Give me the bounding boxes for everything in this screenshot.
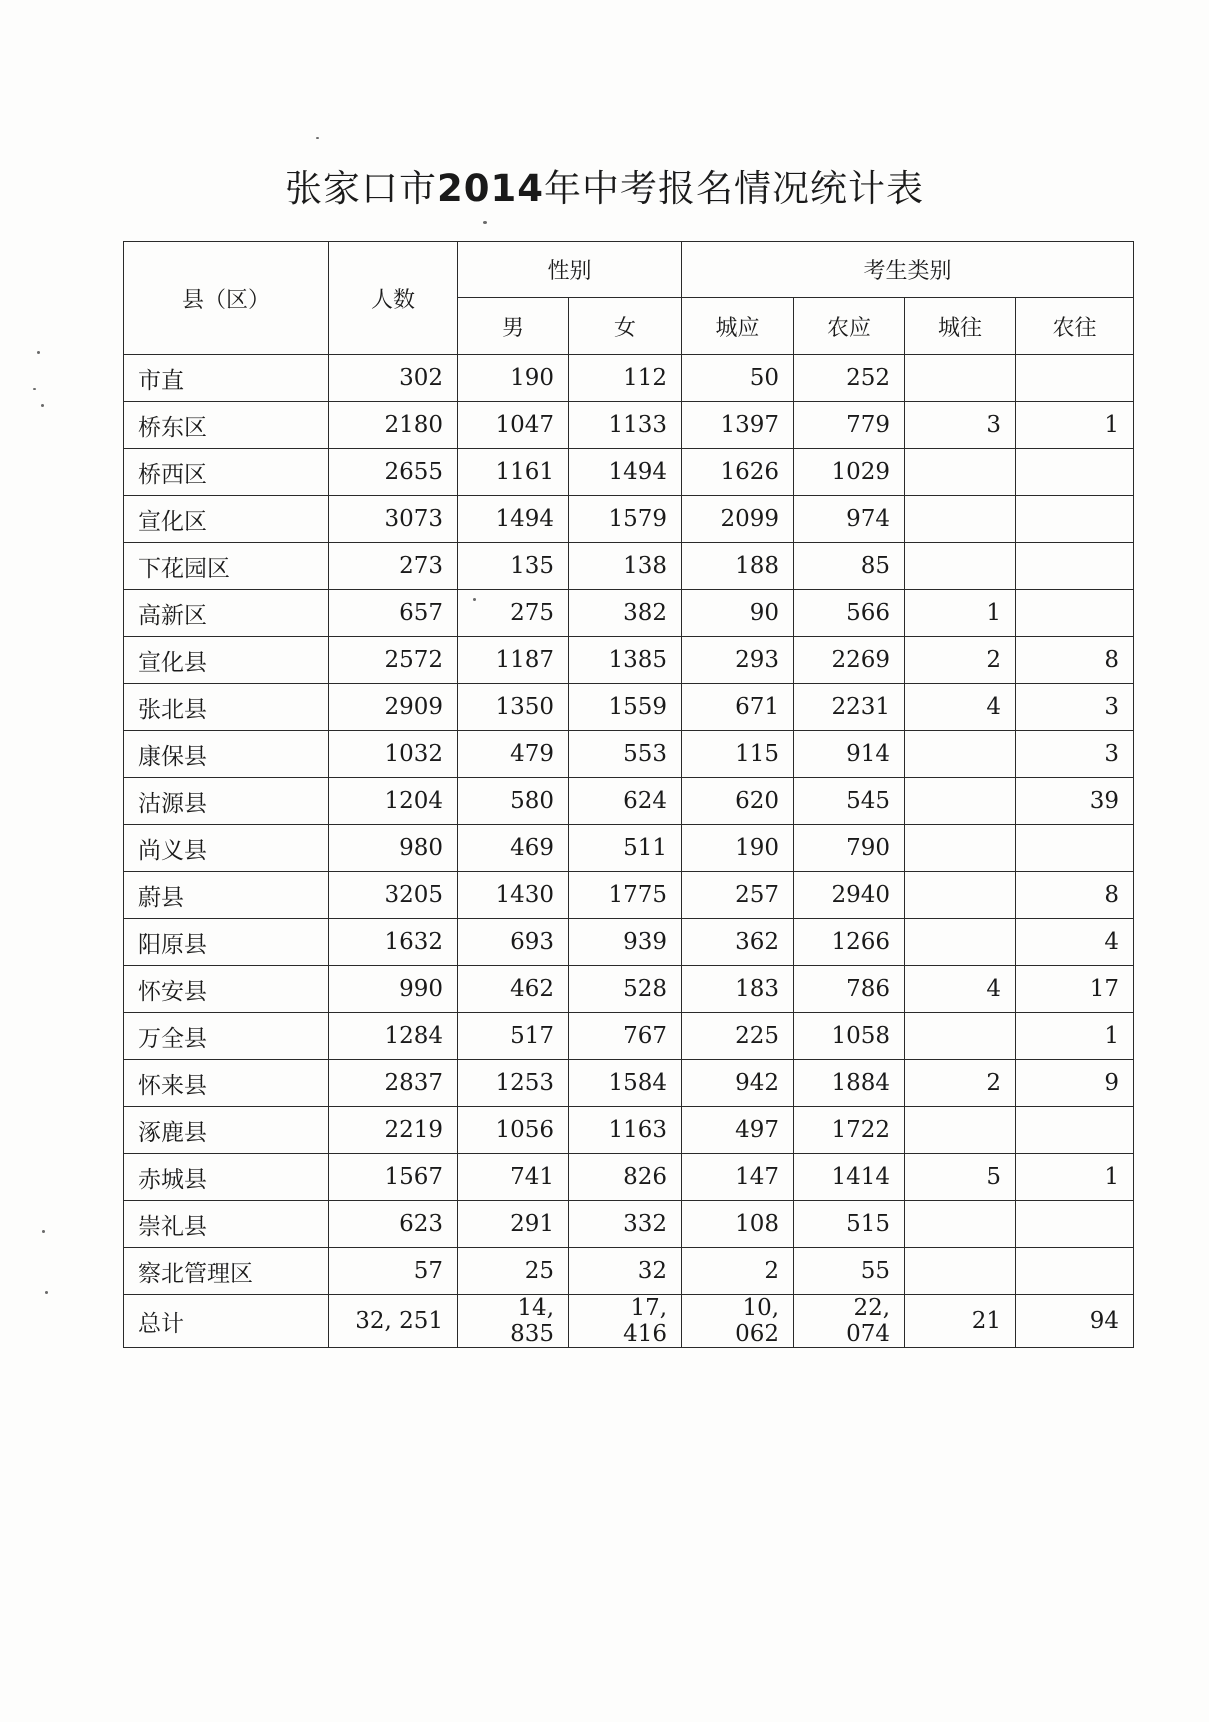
- cell-male: 1253: [458, 1060, 569, 1107]
- cell-male: 469: [458, 825, 569, 872]
- cell-cheng-ying: 183: [682, 966, 794, 1013]
- cell-nong-wang: 3: [1016, 731, 1134, 778]
- cell-female: 32: [569, 1248, 682, 1295]
- table-row: [124, 1154, 1134, 1201]
- cell-cheng-wang: [905, 1248, 1016, 1295]
- cell-region: 张北县: [124, 684, 329, 731]
- cell-nong-ying: 1884: [794, 1060, 905, 1107]
- cell-female: 382: [569, 590, 682, 637]
- header-gender: 性别: [458, 242, 682, 298]
- cell-male: 1494: [458, 496, 569, 543]
- cell-cheng-wang: [905, 1013, 1016, 1060]
- cell-count: 1567: [329, 1154, 458, 1201]
- scan-speck: [473, 598, 476, 601]
- header-nong-ying: 农应: [794, 298, 905, 355]
- cell-cheng-ying: 188: [682, 543, 794, 590]
- header-cheng-ying: 城应: [682, 298, 794, 355]
- cell-nong-wang: [1016, 355, 1134, 402]
- cell-cheng-wang: [905, 496, 1016, 543]
- header-nong-wang: 农往: [1016, 298, 1134, 355]
- cell-cheng-ying: 257: [682, 872, 794, 919]
- cell-region: 下花园区: [124, 543, 329, 590]
- cell-nong-ying: 1414: [794, 1154, 905, 1201]
- cell-cheng-ying: 190: [682, 825, 794, 872]
- cell-count: 3205: [329, 872, 458, 919]
- cell-region: 怀来县: [124, 1060, 329, 1107]
- cell-cheng-ying: 1397: [682, 402, 794, 449]
- cell-female: 1775: [569, 872, 682, 919]
- cell-region: 康保县: [124, 731, 329, 778]
- table-row: [124, 825, 1134, 872]
- cell-count: 657: [329, 590, 458, 637]
- cell-male: 1047: [458, 402, 569, 449]
- cell-cheng-wang: 21: [905, 1295, 1016, 1348]
- table-row: [124, 590, 1134, 637]
- cell-nong-ying: 515: [794, 1201, 905, 1248]
- table-row: [124, 1013, 1134, 1060]
- cell-count: 3073: [329, 496, 458, 543]
- cell-cheng-ying: 497: [682, 1107, 794, 1154]
- scan-speck: [41, 404, 44, 407]
- cell-female: 511: [569, 825, 682, 872]
- cell-female: 528: [569, 966, 682, 1013]
- cell-nong-ying: 1058: [794, 1013, 905, 1060]
- cell-cheng-wang: [905, 355, 1016, 402]
- table-row: [124, 1201, 1134, 1248]
- cell-count: 273: [329, 543, 458, 590]
- table-row: [124, 684, 1134, 731]
- cell-cheng-ying: 147: [682, 1154, 794, 1201]
- cell-female: 332: [569, 1201, 682, 1248]
- cell-count: 2180: [329, 402, 458, 449]
- cell-nong-wang: [1016, 543, 1134, 590]
- cell-female: 1133: [569, 402, 682, 449]
- cell-nong-ying: 1029: [794, 449, 905, 496]
- cell-count: 57: [329, 1248, 458, 1295]
- cell-nong-wang: 9: [1016, 1060, 1134, 1107]
- header-female: 女: [569, 298, 682, 355]
- cell-cheng-wang: 2: [905, 1060, 1016, 1107]
- cell-cheng-wang: [905, 825, 1016, 872]
- cell-cheng-wang: [905, 872, 1016, 919]
- cell-female: 939: [569, 919, 682, 966]
- cell-count: 990: [329, 966, 458, 1013]
- cell-count: 302: [329, 355, 458, 402]
- cell-cheng-ying: 225: [682, 1013, 794, 1060]
- cell-cheng-ying: 671: [682, 684, 794, 731]
- cell-region: 阳原县: [124, 919, 329, 966]
- cell-cheng-wang: 4: [905, 684, 1016, 731]
- cell-cheng-ying: 1626: [682, 449, 794, 496]
- cell-count: 1032: [329, 731, 458, 778]
- cell-count: 623: [329, 1201, 458, 1248]
- cell-cheng-ying: 362: [682, 919, 794, 966]
- cell-female: 1385: [569, 637, 682, 684]
- title-suffix: 年中考报名情况统计表: [543, 167, 924, 210]
- scan-speck: [33, 388, 36, 390]
- cell-nong-ying: 55: [794, 1248, 905, 1295]
- cell-nong-ying: 786: [794, 966, 905, 1013]
- total-row: [124, 1295, 1134, 1348]
- cell-region: 宣化区: [124, 496, 329, 543]
- cell-region: 沽源县: [124, 778, 329, 825]
- cell-nong-ying: 85: [794, 543, 905, 590]
- page-title: [0, 158, 1209, 212]
- cell-female: 112: [569, 355, 682, 402]
- cell-cheng-ying: 293: [682, 637, 794, 684]
- cell-female: 767: [569, 1013, 682, 1060]
- scan-speck: [42, 1230, 45, 1233]
- cell-region: 桥东区: [124, 402, 329, 449]
- cell-nong-wang: 39: [1016, 778, 1134, 825]
- cell-nong-wang: [1016, 1201, 1134, 1248]
- table-row: [124, 449, 1134, 496]
- cell-nong-ying: 2231: [794, 684, 905, 731]
- cell-female: 553: [569, 731, 682, 778]
- cell-nong-wang: 1: [1016, 1013, 1134, 1060]
- cell-region: 涿鹿县: [124, 1107, 329, 1154]
- cell-nong-wang: 3: [1016, 684, 1134, 731]
- cell-female: 1163: [569, 1107, 682, 1154]
- cell-cheng-wang: [905, 731, 1016, 778]
- statistics-table: [123, 241, 1134, 1348]
- cell-count: 2909: [329, 684, 458, 731]
- table-row: [124, 919, 1134, 966]
- cell-region: 万全县: [124, 1013, 329, 1060]
- cell-male: 741: [458, 1154, 569, 1201]
- cell-cheng-wang: 4: [905, 966, 1016, 1013]
- scan-speck: [316, 137, 319, 139]
- cell-cheng-wang: 1: [905, 590, 1016, 637]
- cell-nong-wang: 8: [1016, 872, 1134, 919]
- cell-cheng-wang: [905, 1107, 1016, 1154]
- cell-male: 275: [458, 590, 569, 637]
- scan-speck: [483, 221, 487, 224]
- cell-region: 赤城县: [124, 1154, 329, 1201]
- cell-male: 1350: [458, 684, 569, 731]
- cell-region: 市直: [124, 355, 329, 402]
- cell-cheng-wang: [905, 778, 1016, 825]
- cell-cheng-ying: 10, 062: [682, 1295, 794, 1348]
- cell-cheng-wang: 3: [905, 402, 1016, 449]
- cell-count: 980: [329, 825, 458, 872]
- cell-nong-ying: 779: [794, 402, 905, 449]
- header-cheng-wang: 城往: [905, 298, 1016, 355]
- cell-cheng-wang: [905, 543, 1016, 590]
- cell-male: 479: [458, 731, 569, 778]
- cell-female: 17, 416: [569, 1295, 682, 1348]
- cell-cheng-wang: 2: [905, 637, 1016, 684]
- title-year: 2014: [437, 167, 544, 210]
- cell-cheng-ying: 942: [682, 1060, 794, 1107]
- header-male: 男: [458, 298, 569, 355]
- cell-cheng-wang: 5: [905, 1154, 1016, 1201]
- cell-female: 624: [569, 778, 682, 825]
- cell-male: 580: [458, 778, 569, 825]
- cell-male: 25: [458, 1248, 569, 1295]
- cell-nong-ying: 2940: [794, 872, 905, 919]
- cell-male: 14, 835: [458, 1295, 569, 1348]
- header-category: 考生类别: [682, 242, 1134, 298]
- cell-region: 蔚县: [124, 872, 329, 919]
- cell-nong-wang: 94: [1016, 1295, 1134, 1348]
- cell-cheng-ying: 115: [682, 731, 794, 778]
- table-row: [124, 543, 1134, 590]
- cell-male: 135: [458, 543, 569, 590]
- cell-nong-ying: 974: [794, 496, 905, 543]
- cell-nong-ying: 545: [794, 778, 905, 825]
- cell-male: 1161: [458, 449, 569, 496]
- cell-nong-wang: 1: [1016, 402, 1134, 449]
- table-row: [124, 872, 1134, 919]
- cell-count: 2572: [329, 637, 458, 684]
- cell-male: 1056: [458, 1107, 569, 1154]
- cell-nong-wang: [1016, 1248, 1134, 1295]
- cell-male: 1430: [458, 872, 569, 919]
- cell-female: 1559: [569, 684, 682, 731]
- title-prefix: 张家口市: [285, 167, 437, 210]
- cell-cheng-ying: 108: [682, 1201, 794, 1248]
- cell-nong-ying: 1266: [794, 919, 905, 966]
- cell-nong-ying: 22, 074: [794, 1295, 905, 1348]
- table-row: [124, 637, 1134, 684]
- cell-cheng-ying: 2: [682, 1248, 794, 1295]
- cell-cheng-wang: [905, 1201, 1016, 1248]
- cell-nong-wang: [1016, 449, 1134, 496]
- cell-count: 2837: [329, 1060, 458, 1107]
- header-count: 人数: [329, 242, 458, 355]
- table-row: [124, 402, 1134, 449]
- cell-nong-wang: [1016, 1107, 1134, 1154]
- table-body: [124, 355, 1134, 1348]
- table-row: [124, 1060, 1134, 1107]
- cell-male: 190: [458, 355, 569, 402]
- cell-nong-wang: 4: [1016, 919, 1134, 966]
- cell-count: 2219: [329, 1107, 458, 1154]
- cell-female: 1584: [569, 1060, 682, 1107]
- cell-cheng-ying: 90: [682, 590, 794, 637]
- cell-male: 462: [458, 966, 569, 1013]
- scan-speck: [45, 1291, 48, 1294]
- cell-count: 2655: [329, 449, 458, 496]
- cell-male: 517: [458, 1013, 569, 1060]
- cell-male: 1187: [458, 637, 569, 684]
- cell-region: 察北管理区: [124, 1248, 329, 1295]
- cell-count: 32, 251: [329, 1295, 458, 1348]
- table-row: [124, 355, 1134, 402]
- cell-region: 宣化县: [124, 637, 329, 684]
- cell-nong-ying: 1722: [794, 1107, 905, 1154]
- cell-nong-ying: 2269: [794, 637, 905, 684]
- cell-female: 138: [569, 543, 682, 590]
- cell-cheng-wang: [905, 919, 1016, 966]
- cell-region: 桥西区: [124, 449, 329, 496]
- table-row: [124, 966, 1134, 1013]
- cell-nong-ying: 790: [794, 825, 905, 872]
- cell-female: 1579: [569, 496, 682, 543]
- cell-region: 怀安县: [124, 966, 329, 1013]
- cell-nong-wang: 8: [1016, 637, 1134, 684]
- cell-region: 高新区: [124, 590, 329, 637]
- cell-male: 693: [458, 919, 569, 966]
- cell-female: 826: [569, 1154, 682, 1201]
- header-region: 县（区）: [124, 242, 329, 355]
- table-row: [124, 1107, 1134, 1154]
- cell-cheng-wang: [905, 449, 1016, 496]
- cell-male: 291: [458, 1201, 569, 1248]
- cell-cheng-ying: 620: [682, 778, 794, 825]
- cell-nong-ying: 252: [794, 355, 905, 402]
- table-row: [124, 1248, 1134, 1295]
- table-row: [124, 778, 1134, 825]
- cell-female: 1494: [569, 449, 682, 496]
- cell-nong-wang: [1016, 496, 1134, 543]
- scan-speck: [37, 351, 40, 354]
- cell-nong-wang: [1016, 825, 1134, 872]
- cell-count: 1284: [329, 1013, 458, 1060]
- cell-nong-wang: 17: [1016, 966, 1134, 1013]
- cell-region: 总计: [124, 1295, 329, 1348]
- cell-nong-ying: 914: [794, 731, 905, 778]
- cell-cheng-ying: 50: [682, 355, 794, 402]
- table-row: [124, 496, 1134, 543]
- cell-nong-wang: 1: [1016, 1154, 1134, 1201]
- cell-nong-wang: [1016, 590, 1134, 637]
- cell-count: 1632: [329, 919, 458, 966]
- cell-cheng-ying: 2099: [682, 496, 794, 543]
- cell-nong-ying: 566: [794, 590, 905, 637]
- cell-region: 崇礼县: [124, 1201, 329, 1248]
- table-row: [124, 731, 1134, 778]
- cell-count: 1204: [329, 778, 458, 825]
- cell-region: 尚义县: [124, 825, 329, 872]
